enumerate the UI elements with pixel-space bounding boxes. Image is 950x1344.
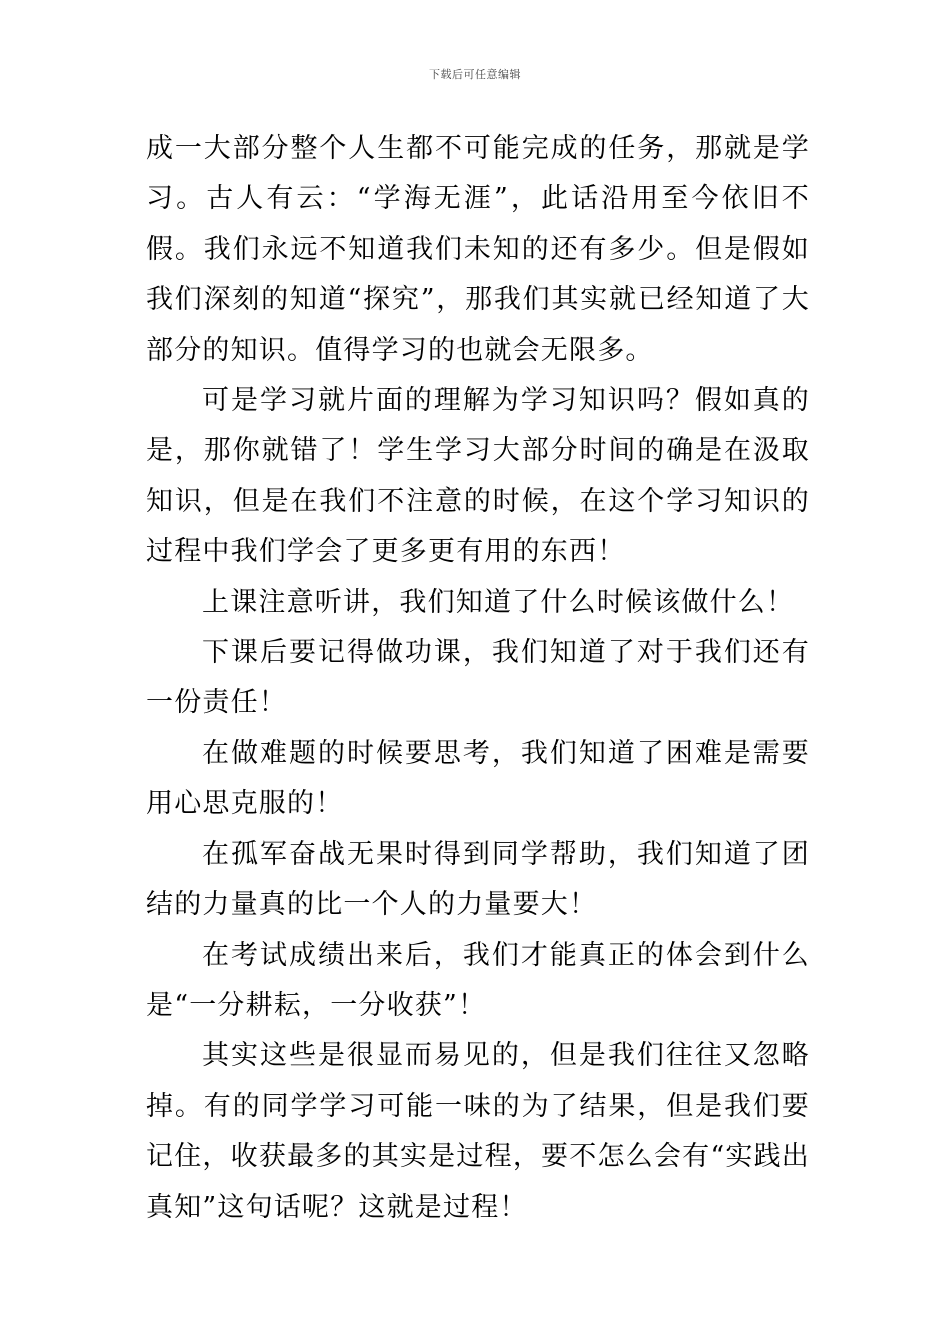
paragraph-7: 在考试成绩出来后，我们才能真正的体会到什么是“一分耕耘，一分收获”！ [146, 939, 810, 1021]
paragraph-8: 其实这些是很显而易见的，但是我们往往又忽略掉。有的同学学习可能一味的为了结果，但是我们要记住，收获最多的其实是过程，要不怎么会有“实践出真知”这句话呢？这就是过程！ [146, 1040, 810, 1223]
paragraph-2: 可是学习就片面的理解为学习知识吗？假如真的是，那你就错了！学生学习大部分时间的确是在汲取知识，但是在我们不注意的时候，在这个学习知识的过程中我们学会了更多更有用的东西！ [146, 385, 810, 568]
paragraph-3: 上课注意听讲，我们知道了什么时候该做什么！ [202, 586, 795, 618]
paragraph-1: 成一大部分整个人生都不可能完成的任务，那就是学习。古人有云：“学海无涯”，此话沿用至今依旧不假。我们永远不知道我们未知的还有多少。但是假如我们深刻的知道“探究”，那我们其实就已经知道了大部分的知识。值得学习的也就会无限多。 [146, 133, 810, 366]
document-body [146, 124, 810, 1233]
paragraph-4: 下课后要记得做功课，我们知道了对于我们还有一份责任！ [146, 637, 810, 719]
paragraph-5: 在做难题的时候要思考，我们知道了困难是需要用心思克服的！ [146, 737, 810, 820]
paragraph-6: 在孤军奋战无果时得到同学帮助，我们知道了团结的力量真的比一个人的力量要大！ [146, 838, 810, 921]
page-header: 下载后可任意编辑 [429, 68, 521, 81]
